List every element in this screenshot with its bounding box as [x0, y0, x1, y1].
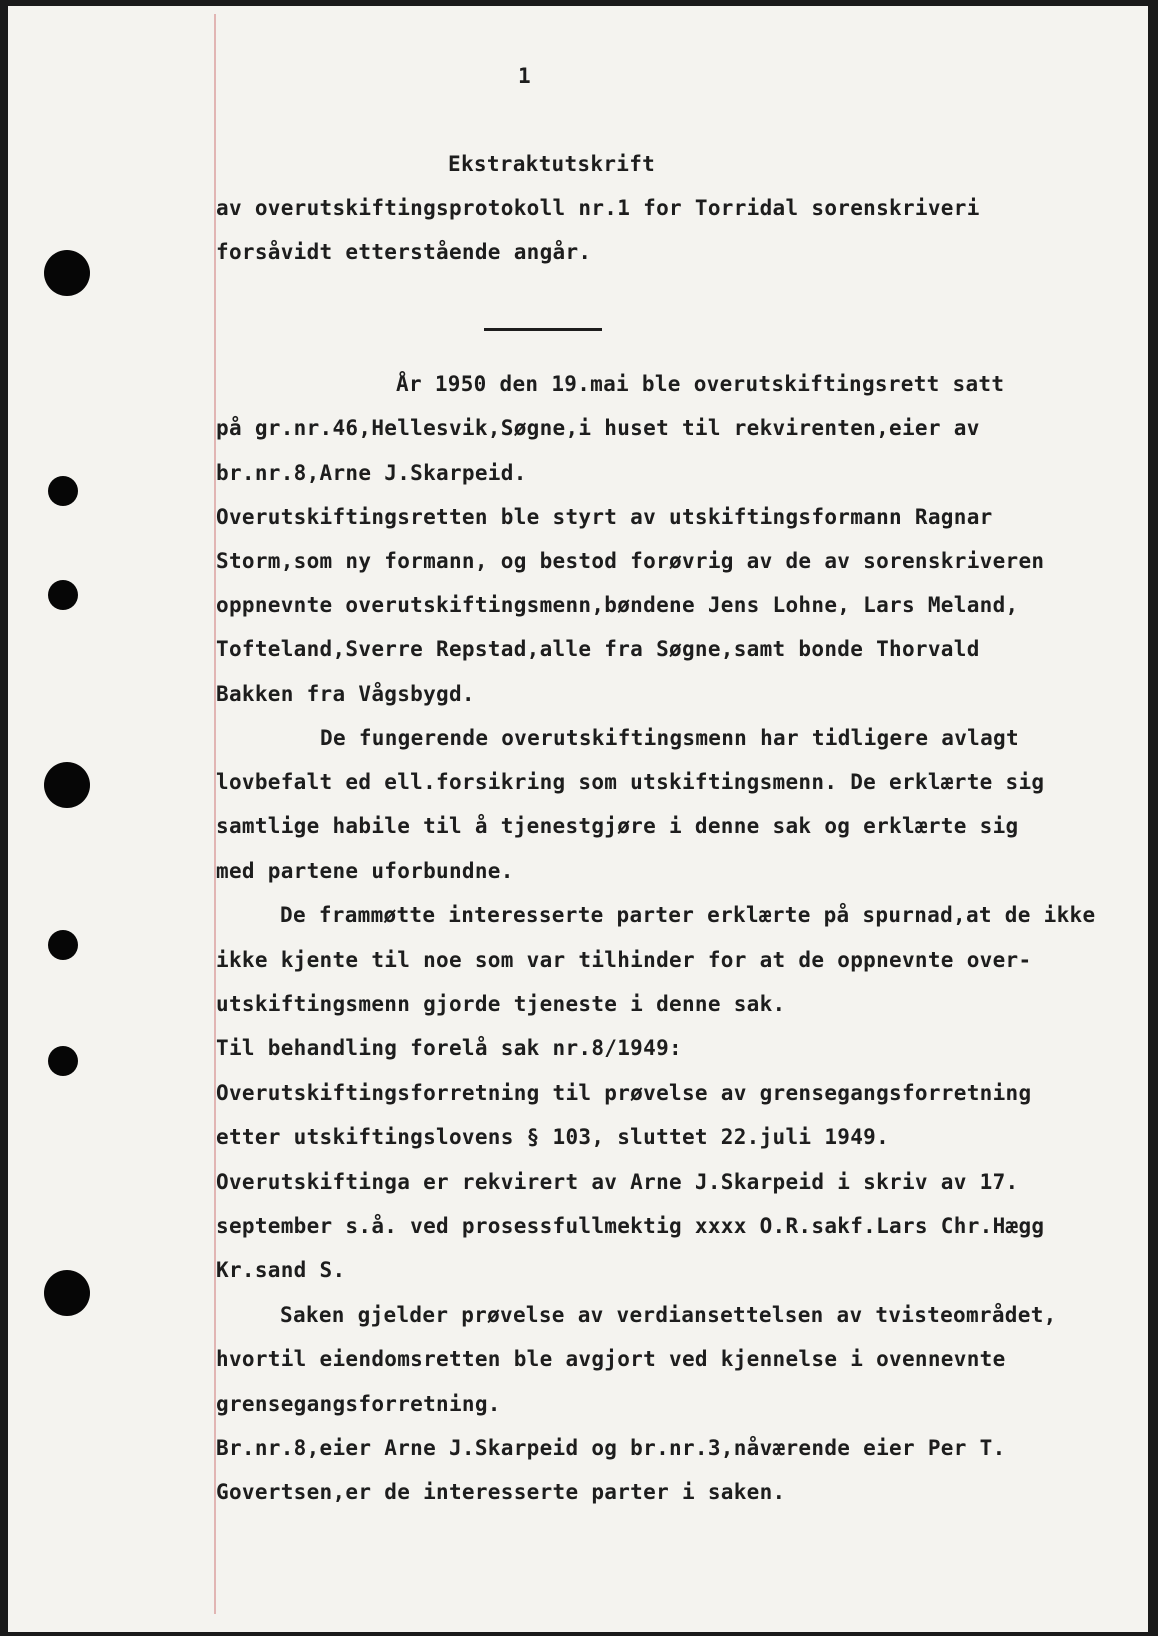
- text-line: br.nr.8,Arne J.Skarpeid.: [216, 461, 527, 485]
- text-line: Bakken fra Vågsbygd.: [216, 682, 475, 706]
- text-line: utskiftingsmenn gjorde tjeneste i denne sak.: [216, 992, 786, 1016]
- separator-rule: [484, 328, 602, 331]
- text-line: Til behandling forelå sak nr.8/1949:: [216, 1036, 682, 1060]
- text-line: forsåvidt etterstående angår.: [216, 240, 592, 264]
- text-line: på gr.nr.46,Hellesvik,Søgne,i huset til rekvirenten,eier av: [216, 416, 980, 440]
- text-line: med partene uforbundne.: [216, 859, 514, 883]
- text-line: Govertsen,er de interesserte parter i saken.: [216, 1480, 786, 1504]
- text-line: lovbefalt ed ell.forsikring som utskiftingsmenn. De erklærte sig: [216, 770, 1045, 794]
- text-line: etter utskiftingslovens § 103, sluttet 22.juli 1949.: [216, 1125, 890, 1149]
- binder-hole: [44, 250, 90, 296]
- binder-hole: [48, 930, 78, 960]
- text-line: De frammøtte interesserte parter erklærte på spurnad,at de ikke: [280, 903, 1096, 927]
- text-line: Storm,som ny formann, og bestod forøvrig av de av sorenskriveren: [216, 549, 1045, 573]
- text-line: hvortil eiendomsretten ble avgjort ved kjennelse i ovennevnte: [216, 1347, 1006, 1371]
- text-line: Kr.sand S.: [216, 1258, 346, 1282]
- binder-hole: [48, 580, 78, 610]
- binder-hole: [44, 762, 90, 808]
- text-line: ikke kjente til noe som var tilhinder for at de oppnevnte over-: [216, 948, 1032, 972]
- text-line: Tofteland,Sverre Repstad,alle fra Søgne,samt bonde Thorvald: [216, 637, 980, 661]
- document-heading: Ekstraktutskrift: [448, 152, 656, 176]
- document-page: [8, 6, 1148, 1632]
- text-line: Overutskiftingsretten ble styrt av utskiftingsformann Ragnar: [216, 505, 993, 529]
- text-line: grensegangsforretning.: [216, 1392, 501, 1416]
- binder-hole: [44, 1270, 90, 1316]
- text-line: År 1950 den 19.mai ble overutskiftingsrett satt: [396, 372, 1005, 396]
- text-line: oppnevnte overutskiftingsmenn,bøndene Jens Lohne, Lars Meland,: [216, 593, 1019, 617]
- text-line: av overutskiftingsprotokoll nr.1 for Torridal sorenskriveri: [216, 196, 980, 220]
- text-line: Overutskiftinga er rekvirert av Arne J.Skarpeid i skriv av 17.: [216, 1170, 1019, 1194]
- text-line: september s.å. ved prosessfullmektig xxxx O.R.sakf.Lars Chr.Hægg: [216, 1214, 1045, 1238]
- text-line: Br.nr.8,eier Arne J.Skarpeid og br.nr.3,nåværende eier Per T.: [216, 1436, 1006, 1460]
- text-line: De fungerende overutskiftingsmenn har tidligere avlagt: [320, 726, 1019, 750]
- text-line: Saken gjelder prøvelse av verdiansettelsen av tvisteområdet,: [280, 1303, 1057, 1327]
- binder-hole: [48, 476, 78, 506]
- page-number: 1: [518, 64, 531, 88]
- binder-hole: [48, 1046, 78, 1076]
- text-line: samtlige habile til å tjenestgjøre i denne sak og erklærte sig: [216, 814, 1019, 838]
- text-line: Overutskiftingsforretning til prøvelse av grensegangsforretning: [216, 1081, 1032, 1105]
